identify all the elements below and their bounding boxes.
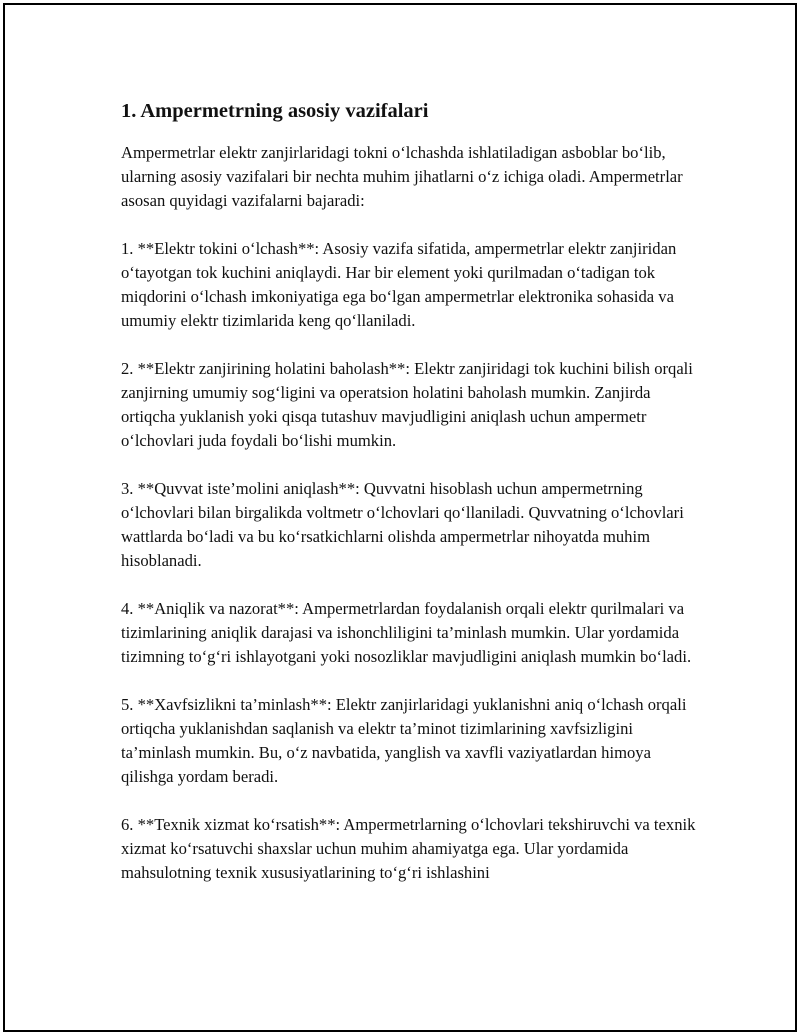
document-body xyxy=(121,97,701,885)
page-frame xyxy=(3,3,797,1032)
paragraph-item-2: 2. **Elektr zanjirining holatini baholash**: Elektr zanjiridagi tok kuchini bilish orqali zanjirning umumiy sog‘ligini va operatsion holatini baholash mumkin. Zanjirda ortiqcha yuklanish yoki qisqa tutashuv mavjudligini aniqlash uchun ampermetr o‘lchovlari juda foydali bo‘lishi mumkin. xyxy=(121,359,693,450)
paragraph-item-4: 4. **Aniqlik va nazorat**: Ampermetrlardan foydalanish orqali elektr qurilmalari va tizimlarining aniqlik darajasi va ishonchliligini ta’minlash mumkin. Ular yordamida tizimning to‘g‘ri ishlayotgani yoki nosozliklar mavjudligini aniqlash mumkin bo‘ladi. xyxy=(121,599,692,666)
paragraph-item-6: 6. **Texnik xizmat ko‘rsatish**: Ampermetrlarning o‘lchovlari tekshiruvchi va texnik xizmat ko‘rsatuvchi shaxslar uchun muhim ahamiyatga ega. Ular yordamida mahsulotning texnik xususiyatlarining to‘g‘ri ishlashini xyxy=(121,815,696,882)
document-title: 1. Ampermetrning asosiy vazifalari xyxy=(121,100,429,122)
paragraph-item-5: 5. **Xavfsizlikni ta’minlash**: Elektr zanjirlaridagi yuklanishni aniq o‘lchash orqali ortiqcha yuklanishdan saqlanish va elektr ta’minot tizimlarining xavfsizligini ta’minlash mumkin. Bu, o‘z navbatida, yanglish va xavfli vaziyatlardan himoya qilishga yordam beradi. xyxy=(121,695,687,786)
paragraph-intro: Ampermetrlar elektr zanjirlaridagi tokni o‘lchashda ishlatiladigan asboblar bo‘lib, ularning asosiy vazifalari bir nechta muhim jihatlarni o‘z ichiga oladi. Ampermetrlar asosan quyidagi vazifalarni bajaradi: xyxy=(121,143,683,210)
paragraph-item-3: 3. **Quvvat iste’molini aniqlash**: Quvvatni hisoblash uchun ampermetrning o‘lchovlari bilan birgalikda voltmetr o‘lchovlari qo‘llaniladi. Quvvatning o‘lchovlari wattlarda bo‘ladi va bu ko‘rsatkichlarni olishda ampermetrlar nihoyatda muhim hisoblanadi. xyxy=(121,479,684,570)
paragraph-item-1: 1. **Elektr tokini o‘lchash**: Asosiy vazifa sifatida, ampermetrlar elektr zanjiridan o‘tayotgan tok kuchini aniqlaydi. Har bir element yoki qurilmadan o‘tadigan tok miqdorini o‘lchash imkoniyatiga ega bo‘lgan ampermetrlar elektronika sohasida va umumiy elektr tizimlarida keng qo‘llaniladi. xyxy=(121,239,677,330)
